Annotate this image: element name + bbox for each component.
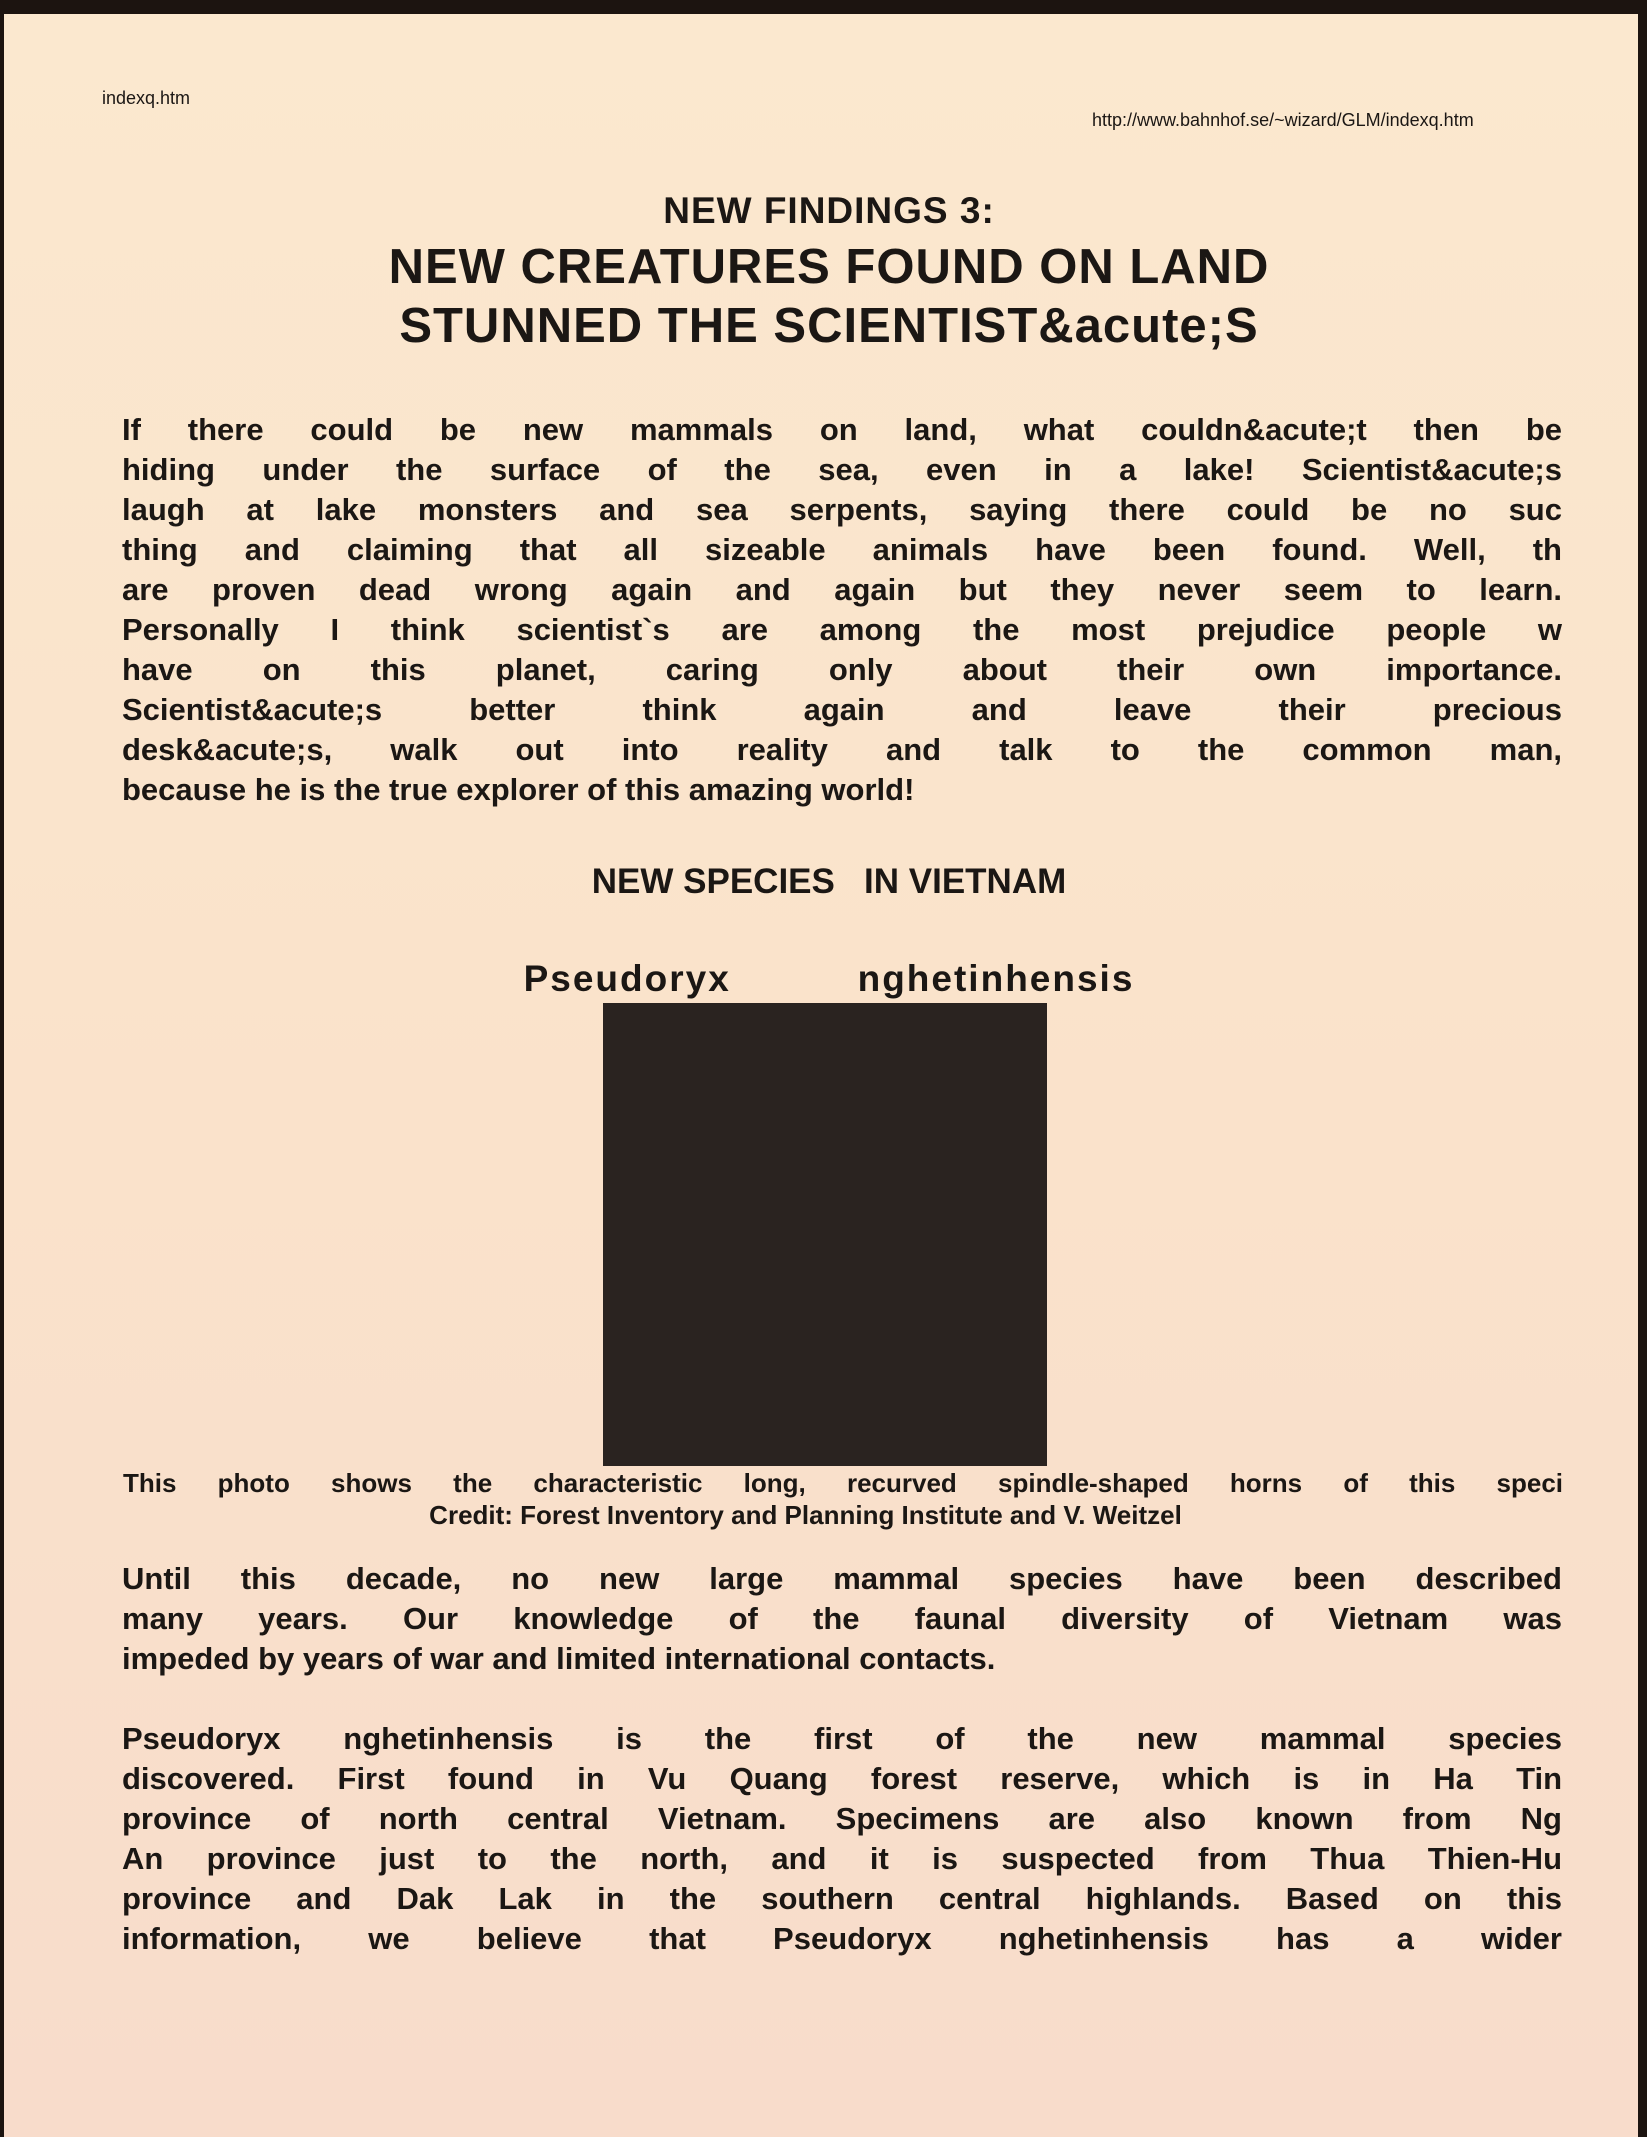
photo-caption [123,1467,1623,1531]
intro-line: hiding under the surface of the sea, even in a lake! Scientist&acute;s [122,452,1562,487]
body-paragraph-1 [122,1559,1627,1679]
page-header-url: http://www.bahnhof.se/~wizard/GLM/indexq.htm [1092,110,1474,130]
body2-line: province and Dak Lak in the southern central highlands. Based on this [122,1881,1562,1916]
printed-page [4,14,1638,2137]
intro-line: desk&acute;s, walk out into reality and talk to the common man, [122,732,1562,767]
intro-line: laugh at lake monsters and sea serpents, saying there could be no suc [122,492,1562,527]
body2-line: information, we believe that Pseudoryx nghetinhensis has a wider [122,1921,1562,1956]
body2-line: province of north central Vietnam. Specimens are also known from Ng [122,1801,1562,1836]
body-paragraph-2 [122,1719,1627,1959]
body2-line: Pseudoryx nghetinhensis is the first of the new mammal species [122,1721,1562,1756]
body2-line: An province just to the north, and it is suspected from Thua Thien-Hu [122,1841,1562,1876]
caption-credit: Credit: Forest Inventory and Planning Institute and V. Weitzel [429,1500,1182,1530]
species-photo [603,1003,1047,1466]
body1-line: Until this decade, no new large mammal species have been described [122,1561,1562,1596]
caption-line-1: This photo shows the characteristic long, recurved spindle-shaped horns of this speci [123,1468,1563,1498]
title-line-3: STUNNED THE SCIENTIST&acute;S [399,299,1259,353]
intro-line: thing and claiming that all sizeable animals have been found. Well, th [122,532,1562,567]
body1-line: many years. Our knowledge of the faunal diversity of Vietnam was [122,1601,1562,1636]
section-heading: NEW SPECIES IN VIETNAM [591,862,1067,901]
species-name: Pseudoryx nghetinhensis [523,958,1135,999]
intro-line: are proven dead wrong again and again but they never seem to learn. [122,572,1562,607]
intro-line: because he is the true explorer of this amazing world! [122,772,915,807]
intro-line: have on this planet, caring only about their own importance. [122,652,1562,687]
title-line-2: NEW CREATURES FOUND ON LAND [388,240,1270,294]
page-header-filename: indexq.htm [102,88,191,108]
intro-line: Scientist&acute;s better think again and leave their precious [122,692,1562,727]
title-line-1: NEW FINDINGS 3: [663,190,995,231]
intro-line: Personally I think scientist`s are among the most prejudice people w [122,612,1562,647]
body1-line: impeded by years of war and limited international contacts. [122,1641,996,1676]
intro-paragraph [122,410,1627,810]
body2-line: discovered. First found in Vu Quang forest reserve, which is in Ha Tin [122,1761,1562,1796]
intro-line: If there could be new mammals on land, what couldn&acute;t then be [122,412,1562,447]
